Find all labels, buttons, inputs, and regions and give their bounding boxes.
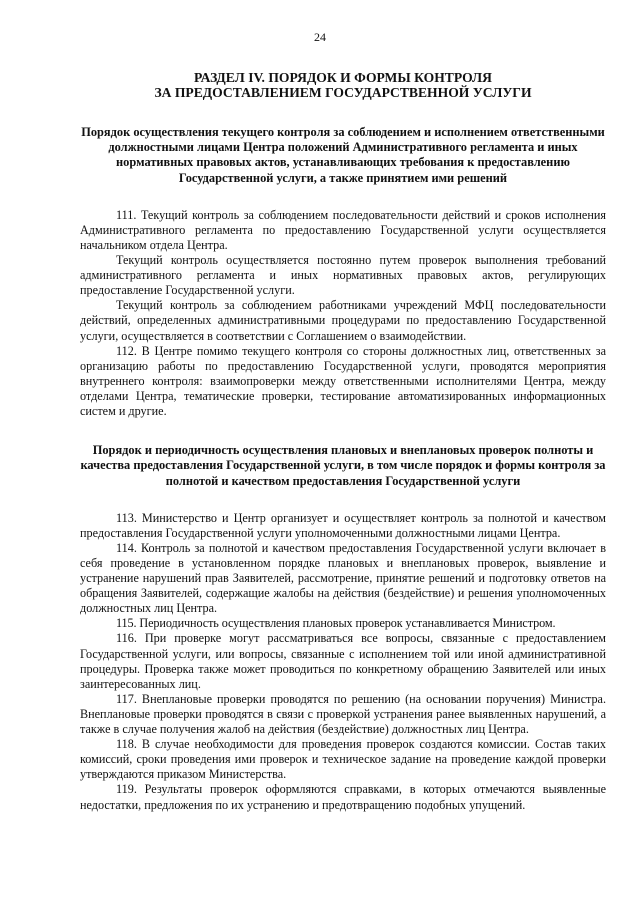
- paragraph-current-control-constant: Текущий контроль осуществляется постоянно путем проверок выполнения требований административного регламента и иных нормативных правовых актов, регулирующих предоставление Государственной услуги.: [80, 253, 606, 298]
- page-number: 24: [314, 30, 326, 44]
- paragraph-111: 111. Текущий контроль за соблюдением последовательности действий и сроков исполнения Административного регламента по предоставлению Государственной услуги осуществляется начальником отдела Центра.: [80, 207, 606, 252]
- paragraph-112: 112. В Центре помимо текущего контроля со стороны должностных лиц, ответственных за организацию работы по предоставлению Государственной услуги, проводятся мероприятия внутреннего контроля: взаимопроверки между ответственными исполнителями Центра, между отделами Центра, тематические проверки, тестирование автоматизированных информационных систем и другие.: [80, 343, 606, 419]
- paragraph-115: 115. Периодичность осуществления плановых проверок устанавливается Министром.: [116, 616, 556, 631]
- subsection-title-inspections: Порядок и периодичность осуществления плановых и внеплановых проверок полноты и качества предоставления Государственной услуги, в том числе порядок и формы контроля за полнотой и качеством предоставления Государственной услуги: [80, 443, 606, 488]
- section-title-line-1: РАЗДЕЛ IV. ПОРЯДОК И ФОРМЫ КОНТРОЛЯ: [194, 70, 492, 85]
- paragraph-114: 114. Контроль за полнотой и качеством предоставления Государственной услуги включает в себя проведение в установленном порядке плановых и внеплановых проверок, выявление и устранение нарушений прав Заявителей, рассмотрение, принятие решений и подготовку ответов на обращения Заявителей, содержащие жалобы на действия (бездействие) и решения уполномоченных должностных лиц Центра.: [80, 540, 606, 616]
- section-title: [80, 70, 606, 100]
- section-title-line-2: ЗА ПРЕДОСТАВЛЕНИЕМ ГОСУДАРСТВЕННОЙ УСЛУГИ: [154, 85, 532, 100]
- paragraph-118: 118. В случае необходимости для проведения проверок создаются комиссии. Состав таких комиссий, сроки проведения ими проверок и техническое задание на проведение каждой проверки утверждаются приказом Министерства.: [80, 737, 606, 782]
- paragraph-117: 117. Внеплановые проверки проводятся по решению (на основании поручения) Министра. Внеплановые проверки проводятся в связи с проверкой устранения ранее выявленных нарушений, а также в случае получения жалоб на действия (бездействие) должностных лиц Центра.: [80, 691, 606, 737]
- paragraphs-inspections: [80, 511, 606, 813]
- paragraph-119: 119. Результаты проверок оформляются справками, в которых отмечаются выявленные недостатки, предложения по их устранению и предотвращению подобных упущений.: [80, 782, 606, 812]
- subsection-title-current-control: Порядок осуществления текущего контроля за соблюдением и исполнением ответственными должностными лицами Центра положений Административного регламента и иных нормативных правовых актов, устанавливающих требования к предоставлению Государственной услуги, а также принятием ими решений: [81, 125, 605, 185]
- paragraph-116: 116. При проверке могут рассматриваться все вопросы, связанные с предоставлением Государственной услуги, или вопросы, связанные с исполнением той или иной административной процедуры. Проверка также может проводиться по конкретному обращению Заявителей или иных заинтересованных лиц.: [80, 631, 606, 691]
- paragraph-current-control-mfc: Текущий контроль за соблюдением работниками учреждений МФЦ последовательности действий, определенных административными процедурами по предоставлению Государственной услуги, осуществляется в соответствии с Соглашением о взаимодействии.: [80, 298, 606, 343]
- paragraphs-current-control: [80, 208, 606, 419]
- paragraph-113: 113. Министерство и Центр организует и осуществляет контроль за полнотой и качеством предоставления Государственной услуги уполномоченными должностными лицами Центра.: [80, 510, 606, 540]
